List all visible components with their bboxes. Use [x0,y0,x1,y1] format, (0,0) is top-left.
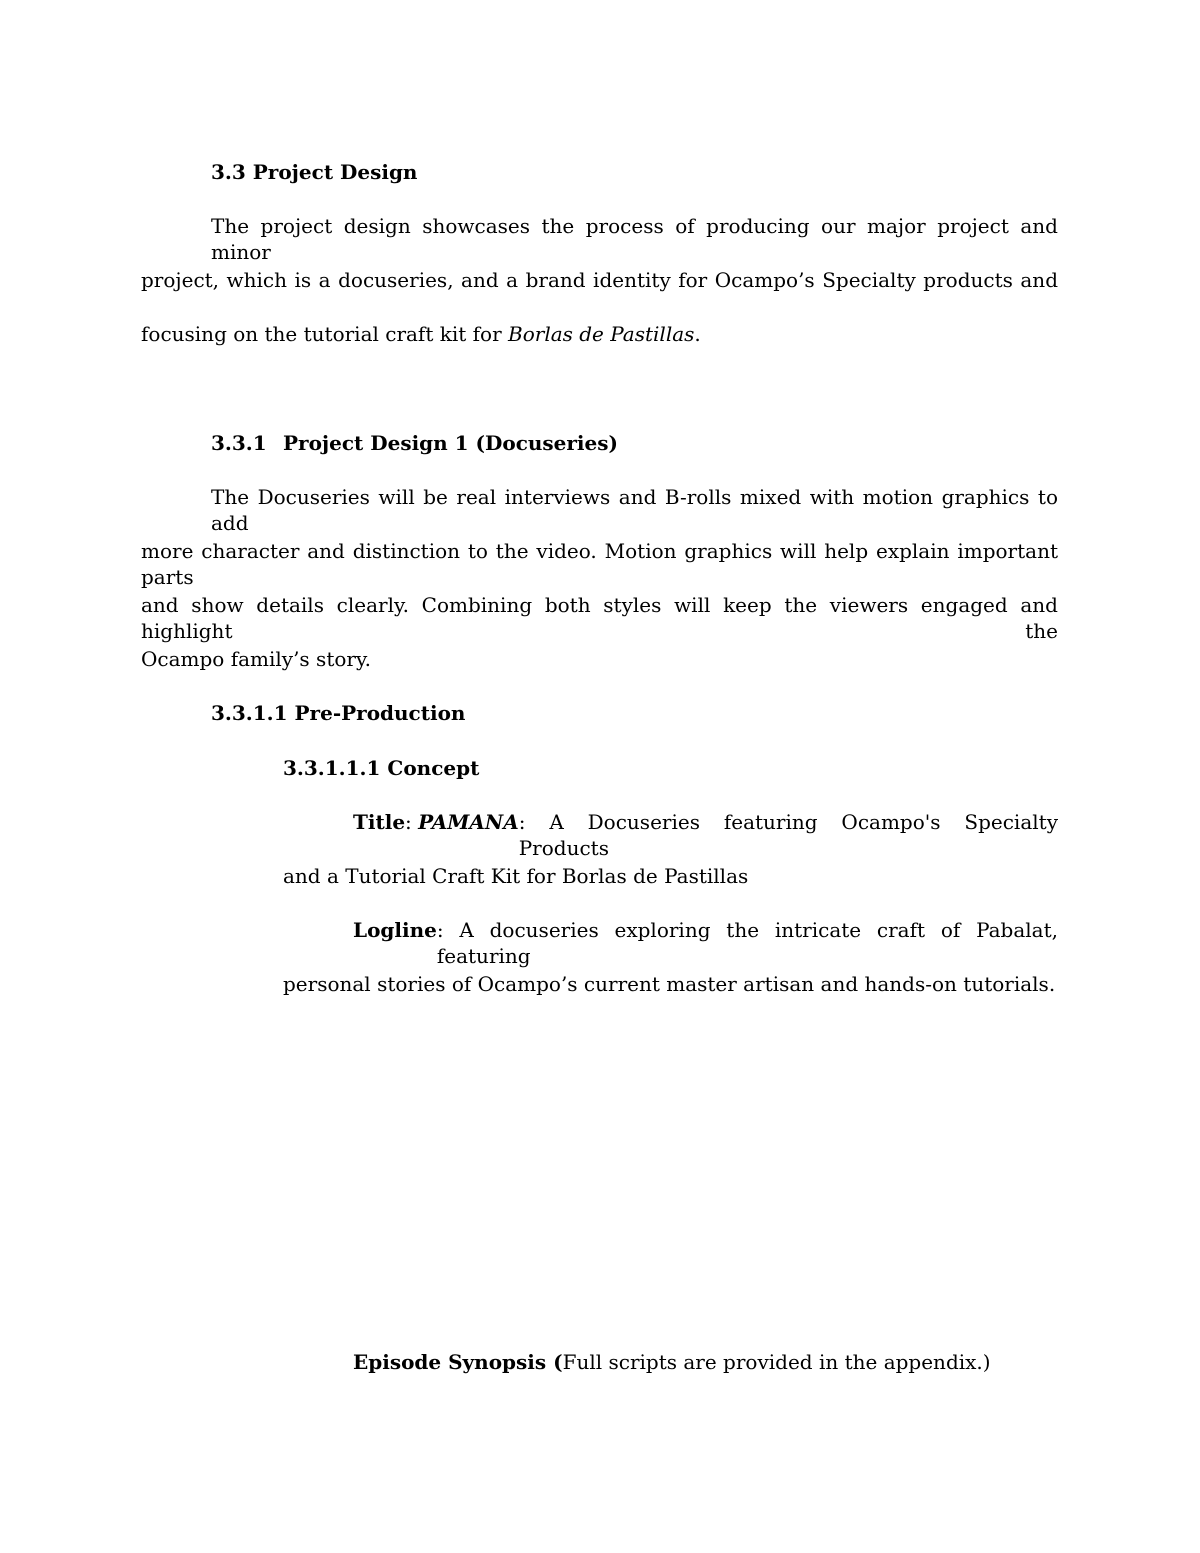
title-line [353,809,1058,861]
title-separator: : [405,810,419,834]
paragraph-line: and show details clearly. Combining both styles will keep the viewers engaged and highlight the [141,593,1058,643]
title-value: PAMANA [418,810,519,834]
section-heading-3-3-1-1: 3.3.1.1 Pre-Production [211,701,466,725]
section-title-3-3-1: Project Design 1 (Docuseries) [283,431,618,455]
section-number-3-3-1: 3.3.1 [211,431,267,455]
title-line-continued: and a Tutorial Craft Kit for Borlas de Pastillas [283,864,749,888]
episode-synopsis-note: Full scripts are provided in the appendix.) [562,1350,991,1374]
paragraph-line: The Docuseries will be real interviews and B-rolls mixed with motion graphics to add [211,485,1058,535]
title-label: Title [353,810,406,834]
logline-text: : A docuseries exploring the intricate craft of Pabalat, featuring [436,918,1058,968]
episode-synopsis-line [353,1349,991,1375]
section-heading-3-3: 3.3 Project Design [211,160,418,184]
logline-line [353,917,1058,969]
logline-line-continued: personal stories of Ocampo’s current master artisan and hands-on tutorials. [283,972,1056,996]
paragraph-text: focusing on the tutorial craft kit for [141,322,509,346]
logline-label: Logline [353,918,437,942]
title-rest: : A Docuseries featuring Ocampo's Specialty Products [518,810,1058,860]
paragraph-text: . [694,322,701,346]
paragraph-line [141,321,701,347]
paragraph-line: The project design showcases the process of producing our major project and minor [211,214,1058,264]
section-heading-3-3-1-1-1: 3.3.1.1.1 Concept [283,756,480,780]
title-entry [353,809,519,861]
episode-synopsis-label: Episode Synopsis ( [353,1350,563,1374]
paragraph-line: project, which is a docuseries, and a brand identity for Ocampo’s Specialty products and [141,268,1058,292]
paragraph-line: Ocampo family’s story. [141,647,371,671]
paragraph-line: more character and distinction to the video. Motion graphics will help explain important parts [141,539,1058,589]
italic-term: Borlas de Pastillas [508,322,695,346]
